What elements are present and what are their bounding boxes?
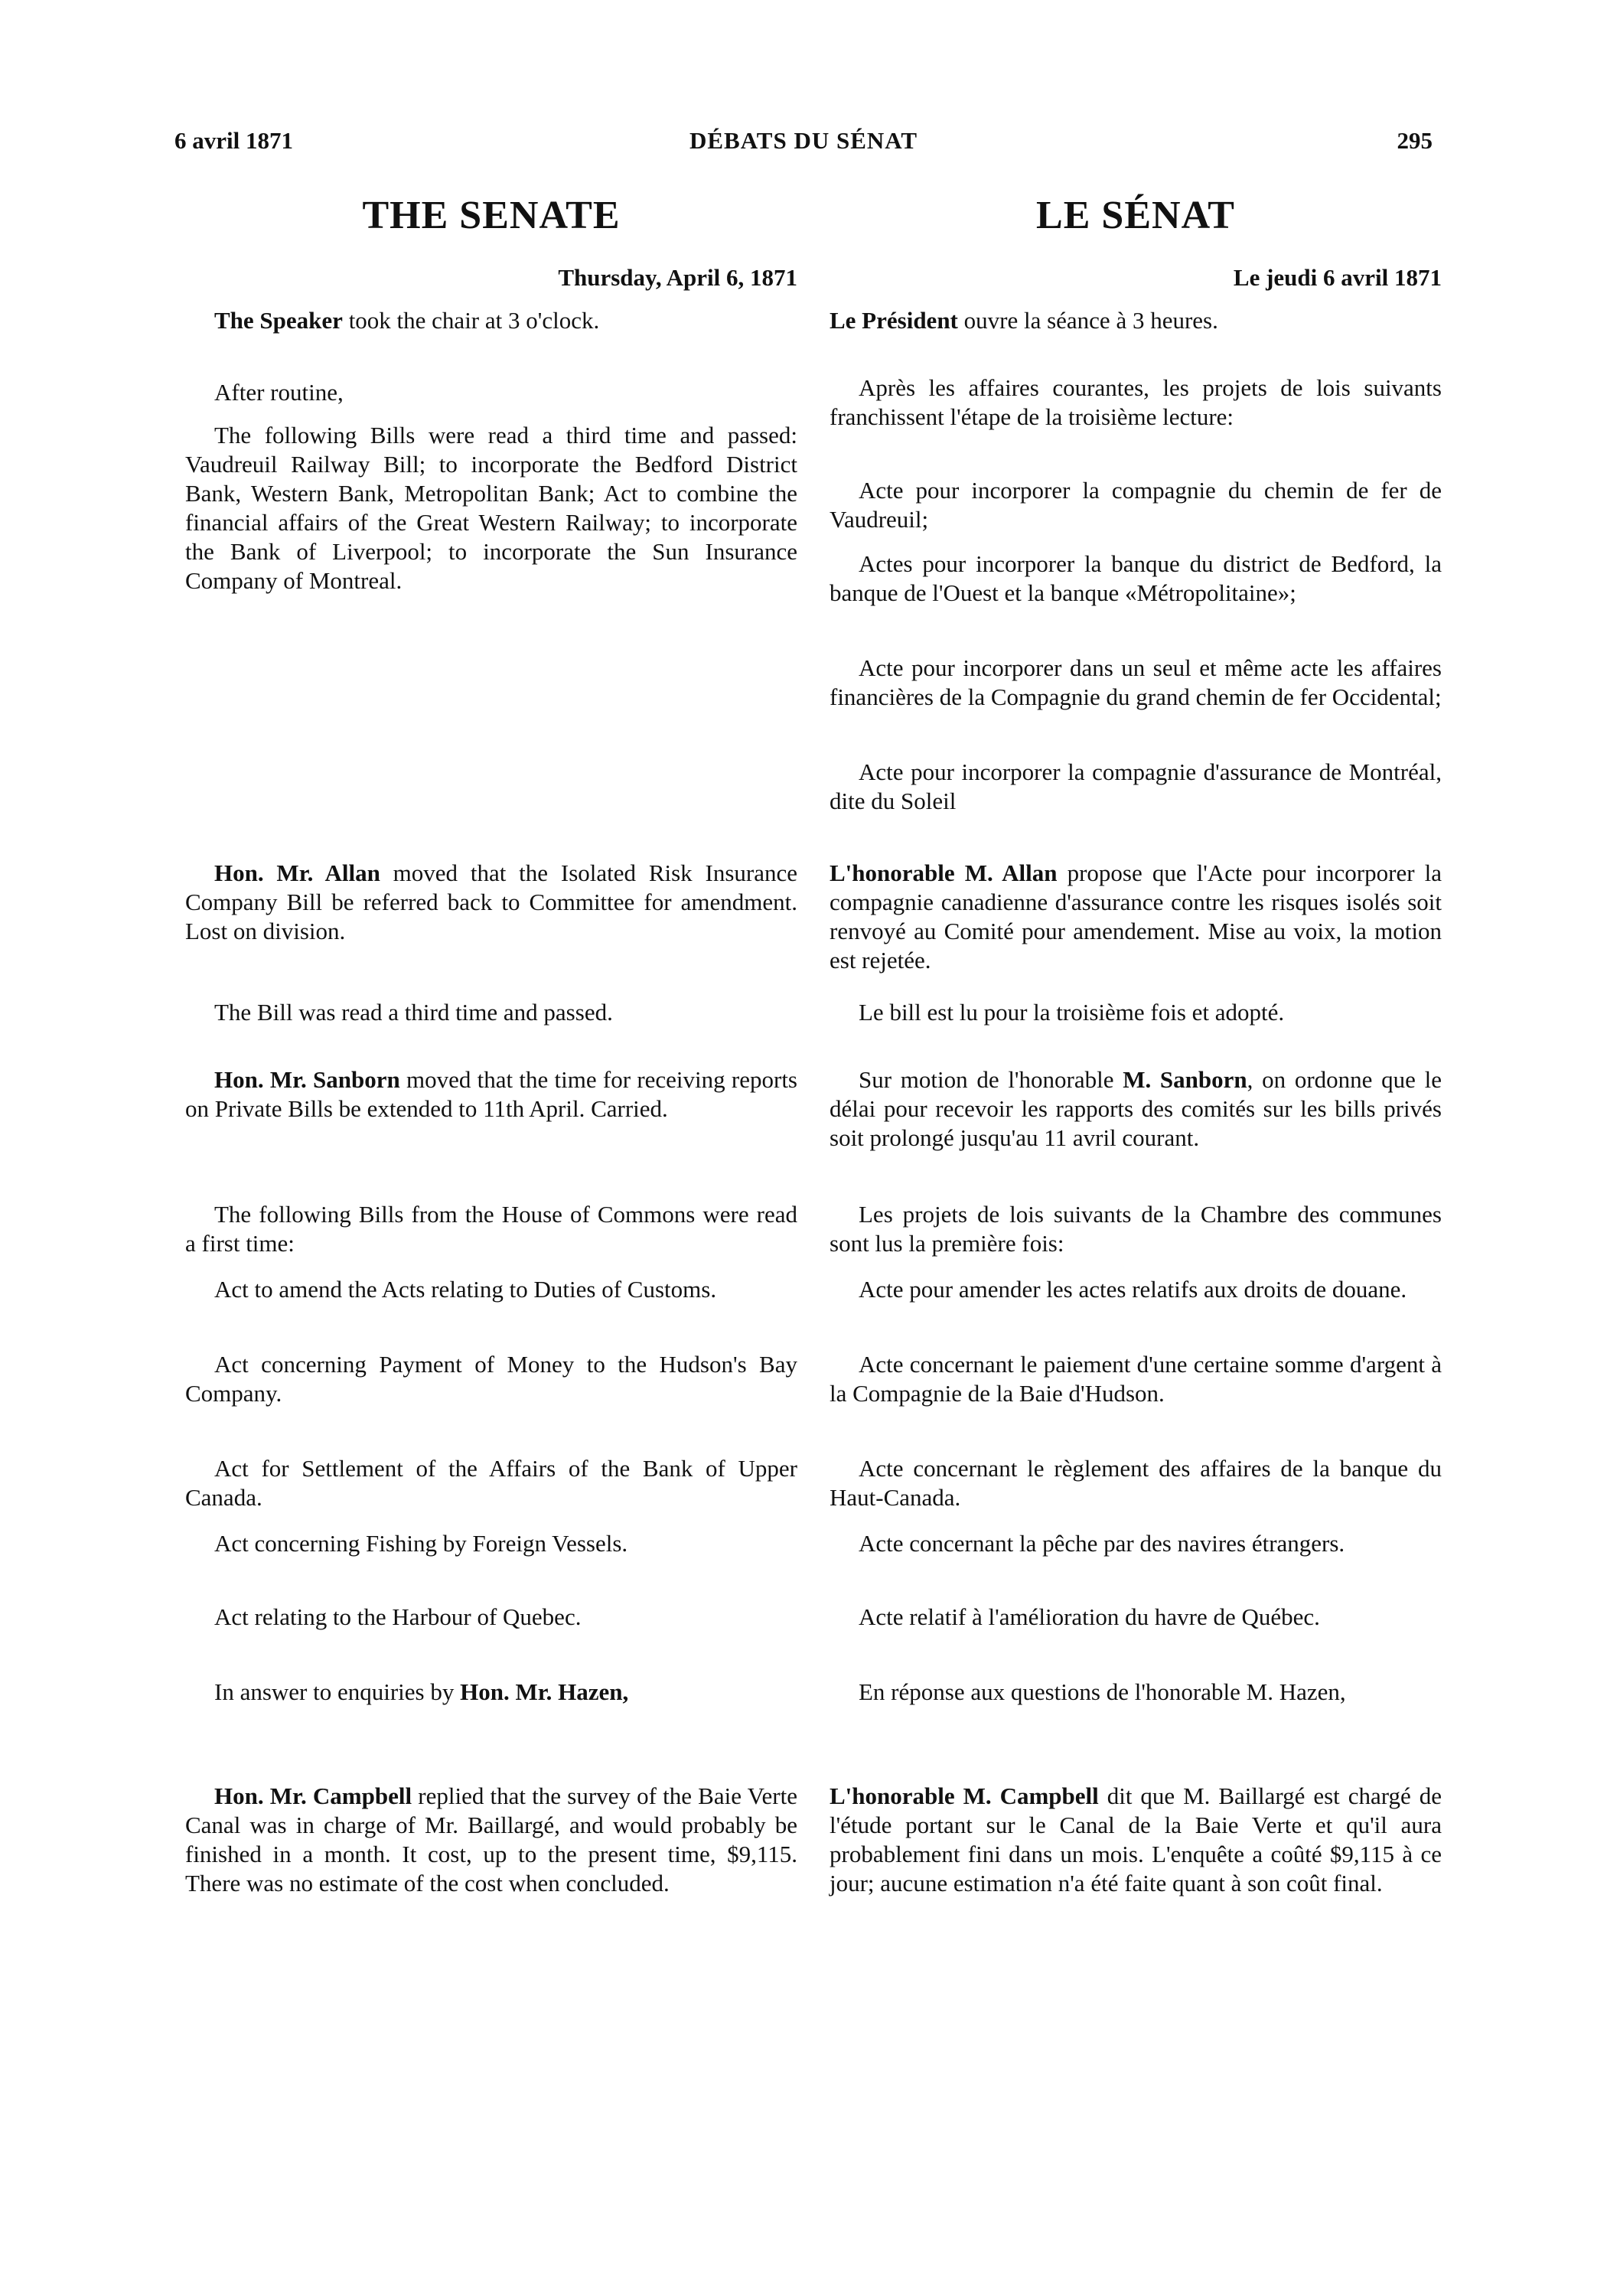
french-allan-paragraph: L'honorable M. Allan propose que l'Acte pour incorporer la compagnie canadienne d'assurance contre les risques isolés soit renvoyé au Comité pour amendement. Mise au voix, la motion est rejetée. bbox=[830, 859, 1442, 974]
french-speaker-paragraph: Le Président ouvre la séance à 3 heures. bbox=[830, 307, 1218, 334]
french-third-reading-paragraph: Après les affaires courantes, les projets de lois suivants franchissent l'étape de la troisième lecture: bbox=[830, 374, 1442, 430]
french-campbell-paragraph: L'honorable M. Campbell dit que M. Baillargé est chargé de l'étude portant sur le Canal de la Baie Verte et qu'il aura probablement fini dans un mois. L'enquête a coûté $9,115 à ce jour; aucune estimation n'a été faite quant à son coût final. bbox=[830, 1782, 1442, 1896]
french-bill-item: Acte concernant le règlement des affaires de la banque du Haut-Canada. bbox=[830, 1455, 1442, 1511]
english-routine-paragraph: After routine, bbox=[214, 379, 344, 406]
english-bill-item: Act to amend the Acts relating to Duties of Customs. bbox=[214, 1276, 717, 1303]
french-act-item: Actes pour incorporer la banque du district de Bedford, la banque de l'Ouest et la banque «Métropolitaine»; bbox=[830, 550, 1442, 606]
header-title: DÉBATS DU SÉNAT bbox=[689, 127, 918, 154]
english-bill-passed-paragraph: The Bill was read a third time and passed. bbox=[214, 999, 613, 1026]
speaker-name: The Speaker bbox=[214, 307, 343, 334]
french-hazen-paragraph: En réponse aux questions de l'honorable M. Hazen, bbox=[859, 1678, 1346, 1705]
french-date: Le jeudi 6 avril 1871 bbox=[1233, 264, 1442, 291]
french-bill-item: Acte concernant le paiement d'une certaine somme d'argent à la Compagnie de la Baie d'Hudson. bbox=[830, 1351, 1442, 1407]
french-act-item: Acte pour incorporer la compagnie du chemin de fer de Vaudreuil; bbox=[830, 477, 1442, 533]
english-campbell-paragraph: Hon. Mr. Campbell replied that the survey of the Baie Verte Canal was in charge of Mr. Baillargé, and would probably be finished in a month. It cost, up to the present time, $9,115. There was no estimate of the cost when concluded. bbox=[185, 1782, 797, 1896]
speaker-name: Le Président bbox=[830, 307, 958, 334]
french-title: LE SÉNAT bbox=[1036, 194, 1235, 237]
page-number: 295 bbox=[1397, 127, 1433, 154]
member-name: Hon. Mr. Allan bbox=[214, 859, 380, 886]
member-name: Hon. Mr. Sanborn bbox=[214, 1066, 400, 1093]
french-commons-paragraph: Les projets de lois suivants de la Chambre des communes sont lus la première fois: bbox=[830, 1201, 1442, 1257]
english-sanborn-paragraph: Hon. Mr. Sanborn moved that the time for receiving reports on Private Bills be extended to 11th April. Carried. bbox=[185, 1066, 797, 1122]
english-bill-item: Act relating to the Harbour of Quebec. bbox=[214, 1603, 582, 1630]
running-header bbox=[0, 127, 1607, 165]
member-name: Hon. Mr. Hazen, bbox=[460, 1678, 629, 1705]
english-hazen-paragraph: In answer to enquiries by Hon. Mr. Hazen, bbox=[214, 1678, 629, 1705]
member-name: M. Sanborn bbox=[1123, 1066, 1247, 1093]
english-bill-item: Act concerning Payment of Money to the Hudson's Bay Company. bbox=[185, 1351, 797, 1407]
member-name: Hon. Mr. Campbell bbox=[214, 1782, 412, 1809]
english-date: Thursday, April 6, 1871 bbox=[558, 264, 797, 291]
french-bill-item: Acte concernant la pêche par des navires étrangers. bbox=[859, 1530, 1345, 1557]
english-bill-item: Act for Settlement of the Affairs of the Bank of Upper Canada. bbox=[185, 1455, 797, 1511]
english-third-reading-paragraph: The following Bills were read a third time and passed: Vaudreuil Railway Bill; to incorporate the Bedford District Bank, Western Bank, Metropolitan Bank; Act to combine the financial affairs of the Great Western Railway; to incorporate the Bank of Liverpool; to incorporate the Sun Insurance Company of Montreal. bbox=[185, 422, 797, 594]
french-bill-item: Acte pour amender les actes relatifs aux droits de douane. bbox=[859, 1276, 1407, 1303]
french-bill-passed-paragraph: Le bill est lu pour la troisième fois et adopté. bbox=[859, 999, 1285, 1026]
english-allan-paragraph: Hon. Mr. Allan moved that the Isolated Risk Insurance Company Bill be referred back to Committee for amendment. Lost on division. bbox=[185, 859, 797, 944]
member-name: M. Campbell bbox=[963, 1782, 1099, 1809]
french-bill-item: Acte relatif à l'amélioration du havre de Québec. bbox=[859, 1603, 1320, 1630]
french-act-item: Acte pour incorporer la compagnie d'assurance de Montréal, dite du Soleil bbox=[830, 758, 1442, 814]
english-speaker-paragraph: The Speaker took the chair at 3 o'clock. bbox=[214, 307, 600, 334]
english-bill-item: Act concerning Fishing by Foreign Vessels. bbox=[214, 1530, 628, 1557]
header-date: 6 avril 1871 bbox=[174, 127, 293, 154]
english-commons-paragraph: The following Bills from the House of Commons were read a first time: bbox=[185, 1201, 797, 1257]
french-sanborn-paragraph: Sur motion de l'honorable M. Sanborn, on ordonne que le délai pour recevoir les rapports des comités sur les bills privés soit prolongé jusqu'au 11 avril courant. bbox=[830, 1066, 1442, 1151]
french-act-item: Acte pour incorporer dans un seul et même acte les affaires financières de la Compagnie du grand chemin de fer Occidental; bbox=[830, 654, 1442, 710]
member-name: L'honorable M. Allan bbox=[830, 859, 1058, 886]
english-title: THE SENATE bbox=[362, 194, 621, 237]
french-column bbox=[830, 191, 1442, 1896]
english-column bbox=[185, 191, 797, 1896]
